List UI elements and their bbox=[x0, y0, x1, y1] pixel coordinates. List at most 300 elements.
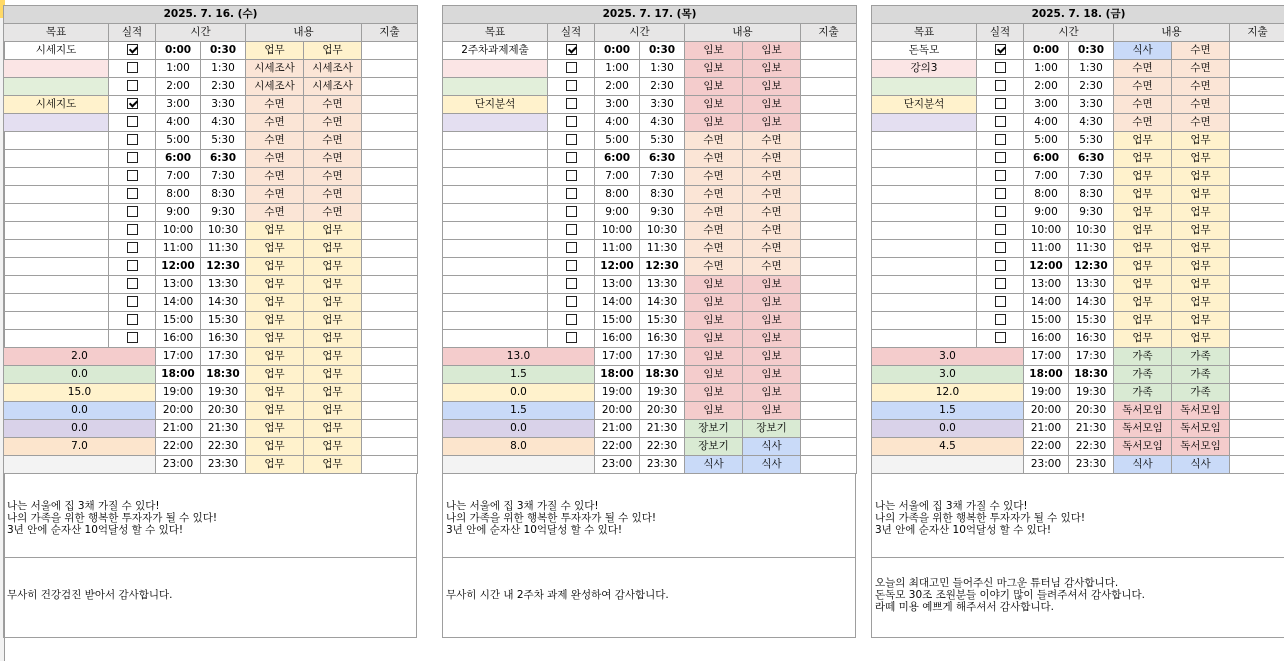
content-cell-a[interactable]: 업무 bbox=[1114, 258, 1172, 276]
time-end[interactable]: 6:30 bbox=[640, 150, 685, 168]
checkbox[interactable] bbox=[995, 152, 1006, 163]
time-end[interactable]: 7:30 bbox=[1069, 168, 1114, 186]
done-cell[interactable] bbox=[548, 78, 595, 96]
checkbox[interactable] bbox=[995, 332, 1006, 343]
expense-cell[interactable] bbox=[1230, 114, 1284, 132]
expense-cell[interactable] bbox=[362, 204, 418, 222]
checkbox[interactable] bbox=[127, 224, 138, 235]
expense-cell[interactable] bbox=[362, 168, 418, 186]
done-cell[interactable] bbox=[977, 258, 1024, 276]
content-cell-a[interactable]: 업무 bbox=[1114, 330, 1172, 348]
goal-cell[interactable] bbox=[4, 276, 109, 294]
content-cell-a[interactable]: 업무 bbox=[1114, 150, 1172, 168]
content-cell-b[interactable]: 업무 bbox=[304, 366, 362, 384]
col-content[interactable]: 내용 bbox=[685, 24, 801, 42]
done-cell[interactable] bbox=[977, 78, 1024, 96]
expense-cell[interactable] bbox=[801, 78, 857, 96]
checkbox[interactable] bbox=[566, 170, 577, 181]
content-cell-a[interactable]: 임보 bbox=[685, 366, 743, 384]
content-cell-b[interactable]: 수면 bbox=[304, 96, 362, 114]
time-end[interactable]: 9:30 bbox=[640, 204, 685, 222]
content-cell-b[interactable]: 업무 bbox=[304, 402, 362, 420]
goal-cell[interactable] bbox=[4, 186, 109, 204]
time-start[interactable]: 10:00 bbox=[156, 222, 201, 240]
time-start[interactable]: 18:00 bbox=[156, 366, 201, 384]
expense-cell[interactable] bbox=[1230, 366, 1284, 384]
time-start[interactable]: 1:00 bbox=[1024, 60, 1069, 78]
goal-cell[interactable] bbox=[872, 240, 977, 258]
stat-cell[interactable]: 0.0 bbox=[4, 420, 156, 438]
time-start[interactable]: 22:00 bbox=[1024, 438, 1069, 456]
content-cell-b[interactable]: 업무 bbox=[1172, 276, 1230, 294]
time-start[interactable]: 7:00 bbox=[1024, 168, 1069, 186]
expense-cell[interactable] bbox=[801, 348, 857, 366]
goal-cell[interactable] bbox=[443, 276, 548, 294]
done-cell[interactable] bbox=[548, 222, 595, 240]
content-cell-a[interactable]: 수면 bbox=[246, 96, 304, 114]
content-cell-b[interactable]: 식사 bbox=[743, 456, 801, 474]
time-start[interactable]: 23:00 bbox=[595, 456, 640, 474]
content-cell-a[interactable]: 업무 bbox=[1114, 276, 1172, 294]
goal-cell[interactable] bbox=[4, 222, 109, 240]
checkbox[interactable] bbox=[566, 98, 577, 109]
checkbox[interactable] bbox=[127, 80, 138, 91]
content-cell-b[interactable]: 시세조사 bbox=[304, 60, 362, 78]
content-cell-b[interactable]: 임보 bbox=[743, 348, 801, 366]
checkbox[interactable] bbox=[566, 332, 577, 343]
goal-cell[interactable]: 단지분석 bbox=[443, 96, 548, 114]
expense-cell[interactable] bbox=[1230, 222, 1284, 240]
col-time[interactable]: 시간 bbox=[156, 24, 246, 42]
content-cell-a[interactable]: 업무 bbox=[1114, 312, 1172, 330]
checkbox[interactable] bbox=[566, 206, 577, 217]
expense-cell[interactable] bbox=[1230, 294, 1284, 312]
goal-cell[interactable]: 돈독모 bbox=[872, 42, 977, 60]
time-end[interactable]: 11:30 bbox=[640, 240, 685, 258]
time-start[interactable]: 18:00 bbox=[595, 366, 640, 384]
checkbox[interactable] bbox=[566, 80, 577, 91]
expense-cell[interactable] bbox=[801, 132, 857, 150]
goal-cell[interactable] bbox=[443, 312, 548, 330]
expense-cell[interactable] bbox=[362, 42, 418, 60]
expense-cell[interactable] bbox=[801, 186, 857, 204]
time-end[interactable]: 8:30 bbox=[201, 186, 246, 204]
affirmation-note[interactable] bbox=[871, 474, 1284, 558]
checkbox[interactable] bbox=[566, 278, 577, 289]
time-end[interactable]: 10:30 bbox=[201, 222, 246, 240]
time-start[interactable]: 22:00 bbox=[595, 438, 640, 456]
time-end[interactable]: 17:30 bbox=[201, 348, 246, 366]
content-cell-a[interactable]: 업무 bbox=[246, 366, 304, 384]
content-cell-a[interactable]: 수면 bbox=[685, 150, 743, 168]
time-end[interactable]: 2:30 bbox=[640, 78, 685, 96]
time-start[interactable]: 14:00 bbox=[595, 294, 640, 312]
col-goal[interactable]: 목표 bbox=[4, 24, 109, 42]
goal-cell[interactable] bbox=[443, 294, 548, 312]
content-cell-a[interactable]: 독서모임 bbox=[1114, 438, 1172, 456]
time-start[interactable]: 16:00 bbox=[595, 330, 640, 348]
content-cell-a[interactable]: 임보 bbox=[685, 42, 743, 60]
content-cell-a[interactable]: 수면 bbox=[1114, 96, 1172, 114]
col-expense[interactable]: 지출 bbox=[362, 24, 418, 42]
content-cell-a[interactable]: 업무 bbox=[1114, 240, 1172, 258]
time-start[interactable]: 21:00 bbox=[595, 420, 640, 438]
time-end[interactable]: 18:30 bbox=[640, 366, 685, 384]
content-cell-b[interactable]: 업무 bbox=[1172, 186, 1230, 204]
time-start[interactable]: 23:00 bbox=[156, 456, 201, 474]
time-start[interactable]: 16:00 bbox=[156, 330, 201, 348]
content-cell-b[interactable]: 업무 bbox=[304, 294, 362, 312]
expense-cell[interactable] bbox=[1230, 348, 1284, 366]
checkbox[interactable] bbox=[127, 206, 138, 217]
expense-cell[interactable] bbox=[362, 366, 418, 384]
content-cell-a[interactable]: 수면 bbox=[685, 204, 743, 222]
time-end[interactable]: 14:30 bbox=[1069, 294, 1114, 312]
content-cell-b[interactable]: 업무 bbox=[304, 456, 362, 474]
expense-cell[interactable] bbox=[362, 222, 418, 240]
expense-cell[interactable] bbox=[362, 276, 418, 294]
time-start[interactable]: 19:00 bbox=[156, 384, 201, 402]
content-cell-a[interactable]: 업무 bbox=[246, 348, 304, 366]
content-cell-a[interactable]: 임보 bbox=[685, 402, 743, 420]
done-cell[interactable] bbox=[977, 186, 1024, 204]
goal-cell[interactable] bbox=[872, 258, 977, 276]
time-end[interactable]: 21:30 bbox=[640, 420, 685, 438]
date-header[interactable]: 2025. 7. 16. (수) bbox=[4, 6, 418, 24]
expense-cell[interactable] bbox=[1230, 186, 1284, 204]
time-end[interactable]: 15:30 bbox=[640, 312, 685, 330]
content-cell-b[interactable]: 임보 bbox=[743, 294, 801, 312]
time-start[interactable]: 6:00 bbox=[156, 150, 201, 168]
content-cell-b[interactable]: 임보 bbox=[743, 312, 801, 330]
time-end[interactable]: 22:30 bbox=[201, 438, 246, 456]
content-cell-b[interactable]: 가족 bbox=[1172, 384, 1230, 402]
content-cell-a[interactable]: 장보기 bbox=[685, 420, 743, 438]
time-start[interactable]: 17:00 bbox=[595, 348, 640, 366]
checkbox[interactable] bbox=[127, 62, 138, 73]
expense-cell[interactable] bbox=[801, 114, 857, 132]
goal-cell[interactable] bbox=[872, 330, 977, 348]
content-cell-a[interactable]: 업무 bbox=[246, 294, 304, 312]
checkbox-checked[interactable] bbox=[127, 44, 138, 55]
content-cell-b[interactable]: 업무 bbox=[304, 330, 362, 348]
time-end[interactable]: 0:30 bbox=[1069, 42, 1114, 60]
checkbox[interactable] bbox=[127, 134, 138, 145]
time-end[interactable]: 20:30 bbox=[201, 402, 246, 420]
goal-cell[interactable] bbox=[4, 294, 109, 312]
time-start[interactable]: 5:00 bbox=[1024, 132, 1069, 150]
time-end[interactable]: 1:30 bbox=[640, 60, 685, 78]
content-cell-a[interactable]: 수면 bbox=[685, 258, 743, 276]
checkbox[interactable] bbox=[566, 152, 577, 163]
time-start[interactable]: 12:00 bbox=[595, 258, 640, 276]
done-cell[interactable] bbox=[548, 60, 595, 78]
col-time[interactable]: 시간 bbox=[595, 24, 685, 42]
time-end[interactable]: 17:30 bbox=[1069, 348, 1114, 366]
expense-cell[interactable] bbox=[362, 258, 418, 276]
time-start[interactable]: 7:00 bbox=[156, 168, 201, 186]
content-cell-a[interactable]: 수면 bbox=[246, 150, 304, 168]
stat-cell[interactable]: 1.5 bbox=[443, 366, 595, 384]
content-cell-b[interactable]: 업무 bbox=[304, 222, 362, 240]
content-cell-a[interactable]: 임보 bbox=[685, 330, 743, 348]
checkbox[interactable] bbox=[566, 242, 577, 253]
time-start[interactable]: 13:00 bbox=[1024, 276, 1069, 294]
time-end[interactable]: 0:30 bbox=[201, 42, 246, 60]
time-end[interactable]: 10:30 bbox=[640, 222, 685, 240]
done-cell[interactable] bbox=[109, 276, 156, 294]
content-cell-b[interactable]: 수면 bbox=[304, 114, 362, 132]
gratitude-note[interactable] bbox=[3, 558, 417, 638]
checkbox[interactable] bbox=[995, 116, 1006, 127]
time-end[interactable]: 3:30 bbox=[201, 96, 246, 114]
checkbox[interactable] bbox=[995, 80, 1006, 91]
goal-cell[interactable] bbox=[443, 240, 548, 258]
expense-cell[interactable] bbox=[801, 294, 857, 312]
content-cell-a[interactable]: 수면 bbox=[1114, 78, 1172, 96]
content-cell-b[interactable]: 임보 bbox=[743, 78, 801, 96]
checkbox[interactable] bbox=[995, 314, 1006, 325]
expense-cell[interactable] bbox=[362, 330, 418, 348]
content-cell-b[interactable]: 업무 bbox=[304, 276, 362, 294]
time-start[interactable]: 4:00 bbox=[156, 114, 201, 132]
content-cell-a[interactable]: 식사 bbox=[1114, 456, 1172, 474]
expense-cell[interactable] bbox=[801, 168, 857, 186]
time-end[interactable]: 15:30 bbox=[1069, 312, 1114, 330]
done-cell[interactable] bbox=[109, 240, 156, 258]
time-end[interactable]: 1:30 bbox=[201, 60, 246, 78]
time-end[interactable]: 11:30 bbox=[201, 240, 246, 258]
expense-cell[interactable] bbox=[362, 78, 418, 96]
time-start[interactable]: 13:00 bbox=[595, 276, 640, 294]
done-cell[interactable] bbox=[977, 330, 1024, 348]
done-cell[interactable] bbox=[109, 150, 156, 168]
goal-cell[interactable] bbox=[4, 132, 109, 150]
done-cell[interactable] bbox=[548, 276, 595, 294]
date-header[interactable]: 2025. 7. 18. (금) bbox=[872, 6, 1284, 24]
content-cell-a[interactable]: 수면 bbox=[1114, 60, 1172, 78]
done-cell[interactable] bbox=[109, 258, 156, 276]
done-cell[interactable] bbox=[548, 294, 595, 312]
content-cell-b[interactable]: 업무 bbox=[1172, 168, 1230, 186]
content-cell-a[interactable]: 식사 bbox=[1114, 42, 1172, 60]
expense-cell[interactable] bbox=[362, 150, 418, 168]
done-cell[interactable] bbox=[548, 330, 595, 348]
time-start[interactable]: 14:00 bbox=[156, 294, 201, 312]
time-start[interactable]: 14:00 bbox=[1024, 294, 1069, 312]
expense-cell[interactable] bbox=[1230, 312, 1284, 330]
time-start[interactable]: 0:00 bbox=[595, 42, 640, 60]
goal-cell[interactable] bbox=[4, 330, 109, 348]
done-cell[interactable] bbox=[977, 60, 1024, 78]
content-cell-b[interactable]: 업무 bbox=[1172, 150, 1230, 168]
checkbox[interactable] bbox=[566, 134, 577, 145]
time-end[interactable]: 5:30 bbox=[1069, 132, 1114, 150]
time-start[interactable]: 12:00 bbox=[156, 258, 201, 276]
time-end[interactable]: 18:30 bbox=[201, 366, 246, 384]
done-cell[interactable] bbox=[977, 312, 1024, 330]
expense-cell[interactable] bbox=[1230, 258, 1284, 276]
content-cell-b[interactable]: 업무 bbox=[1172, 222, 1230, 240]
expense-cell[interactable] bbox=[801, 204, 857, 222]
done-cell[interactable] bbox=[109, 186, 156, 204]
expense-cell[interactable] bbox=[1230, 42, 1284, 60]
time-start[interactable]: 13:00 bbox=[156, 276, 201, 294]
col-done[interactable]: 실적 bbox=[548, 24, 595, 42]
content-cell-b[interactable]: 수면 bbox=[1172, 78, 1230, 96]
expense-cell[interactable] bbox=[1230, 438, 1284, 456]
content-cell-a[interactable]: 업무 bbox=[1114, 186, 1172, 204]
done-cell[interactable] bbox=[977, 168, 1024, 186]
time-end[interactable]: 23:30 bbox=[1069, 456, 1114, 474]
time-end[interactable]: 7:30 bbox=[201, 168, 246, 186]
checkbox-checked[interactable] bbox=[566, 44, 577, 55]
time-end[interactable]: 6:30 bbox=[201, 150, 246, 168]
time-end[interactable]: 2:30 bbox=[201, 78, 246, 96]
done-cell[interactable] bbox=[548, 168, 595, 186]
content-cell-b[interactable]: 임보 bbox=[743, 276, 801, 294]
expense-cell[interactable] bbox=[362, 186, 418, 204]
expense-cell[interactable] bbox=[362, 348, 418, 366]
done-cell[interactable] bbox=[548, 132, 595, 150]
time-start[interactable]: 21:00 bbox=[1024, 420, 1069, 438]
time-start[interactable]: 15:00 bbox=[1024, 312, 1069, 330]
goal-cell[interactable]: 시세지도 bbox=[4, 96, 109, 114]
content-cell-b[interactable]: 독서모임 bbox=[1172, 420, 1230, 438]
content-cell-a[interactable]: 임보 bbox=[685, 294, 743, 312]
done-cell[interactable] bbox=[548, 42, 595, 60]
time-end[interactable]: 12:30 bbox=[640, 258, 685, 276]
done-cell[interactable] bbox=[977, 96, 1024, 114]
time-start[interactable]: 11:00 bbox=[1024, 240, 1069, 258]
done-cell[interactable] bbox=[977, 240, 1024, 258]
done-cell[interactable] bbox=[548, 114, 595, 132]
expense-cell[interactable] bbox=[1230, 78, 1284, 96]
expense-cell[interactable] bbox=[362, 132, 418, 150]
content-cell-b[interactable]: 수면 bbox=[743, 258, 801, 276]
content-cell-b[interactable]: 업무 bbox=[304, 438, 362, 456]
done-cell[interactable] bbox=[109, 312, 156, 330]
expense-cell[interactable] bbox=[362, 240, 418, 258]
time-end[interactable]: 14:30 bbox=[640, 294, 685, 312]
time-start[interactable]: 9:00 bbox=[156, 204, 201, 222]
time-end[interactable]: 19:30 bbox=[1069, 384, 1114, 402]
done-cell[interactable] bbox=[977, 114, 1024, 132]
time-start[interactable]: 17:00 bbox=[1024, 348, 1069, 366]
time-start[interactable]: 10:00 bbox=[595, 222, 640, 240]
goal-cell[interactable] bbox=[443, 78, 548, 96]
content-cell-b[interactable]: 업무 bbox=[1172, 330, 1230, 348]
time-start[interactable]: 23:00 bbox=[1024, 456, 1069, 474]
time-start[interactable]: 7:00 bbox=[595, 168, 640, 186]
goal-cell[interactable] bbox=[872, 204, 977, 222]
expense-cell[interactable] bbox=[801, 60, 857, 78]
affirmation-note[interactable] bbox=[3, 474, 417, 558]
gratitude-note[interactable] bbox=[442, 558, 856, 638]
time-end[interactable]: 23:30 bbox=[201, 456, 246, 474]
content-cell-a[interactable]: 업무 bbox=[246, 384, 304, 402]
time-start[interactable]: 20:00 bbox=[595, 402, 640, 420]
content-cell-a[interactable]: 업무 bbox=[246, 438, 304, 456]
content-cell-b[interactable]: 업무 bbox=[1172, 204, 1230, 222]
content-cell-b[interactable]: 업무 bbox=[304, 312, 362, 330]
content-cell-b[interactable]: 수면 bbox=[743, 168, 801, 186]
content-cell-b[interactable]: 업무 bbox=[304, 348, 362, 366]
time-end[interactable]: 20:30 bbox=[640, 402, 685, 420]
col-done[interactable]: 실적 bbox=[109, 24, 156, 42]
checkbox[interactable] bbox=[127, 278, 138, 289]
content-cell-a[interactable]: 업무 bbox=[246, 312, 304, 330]
content-cell-a[interactable]: 임보 bbox=[685, 96, 743, 114]
time-end[interactable]: 22:30 bbox=[640, 438, 685, 456]
time-start[interactable]: 20:00 bbox=[156, 402, 201, 420]
content-cell-b[interactable]: 임보 bbox=[743, 384, 801, 402]
time-start[interactable]: 12:00 bbox=[1024, 258, 1069, 276]
content-cell-b[interactable]: 업무 bbox=[304, 384, 362, 402]
time-end[interactable]: 8:30 bbox=[1069, 186, 1114, 204]
content-cell-b[interactable]: 수면 bbox=[743, 222, 801, 240]
time-end[interactable]: 22:30 bbox=[1069, 438, 1114, 456]
col-done[interactable]: 실적 bbox=[977, 24, 1024, 42]
content-cell-a[interactable]: 시세조사 bbox=[246, 78, 304, 96]
goal-cell[interactable] bbox=[443, 168, 548, 186]
stat-cell[interactable]: 3.0 bbox=[872, 366, 1024, 384]
content-cell-a[interactable]: 가족 bbox=[1114, 348, 1172, 366]
done-cell[interactable] bbox=[977, 222, 1024, 240]
time-end[interactable]: 21:30 bbox=[201, 420, 246, 438]
time-start[interactable]: 19:00 bbox=[595, 384, 640, 402]
affirmation-note[interactable] bbox=[442, 474, 856, 558]
content-cell-a[interactable]: 임보 bbox=[685, 348, 743, 366]
checkbox[interactable] bbox=[995, 296, 1006, 307]
expense-cell[interactable] bbox=[1230, 150, 1284, 168]
time-start[interactable]: 10:00 bbox=[1024, 222, 1069, 240]
content-cell-b[interactable]: 수면 bbox=[304, 168, 362, 186]
time-end[interactable]: 20:30 bbox=[1069, 402, 1114, 420]
expense-cell[interactable] bbox=[1230, 402, 1284, 420]
goal-cell[interactable]: 단지분석 bbox=[872, 96, 977, 114]
checkbox[interactable] bbox=[127, 314, 138, 325]
gratitude-note[interactable] bbox=[871, 558, 1284, 638]
done-cell[interactable] bbox=[109, 294, 156, 312]
content-cell-b[interactable]: 수면 bbox=[743, 186, 801, 204]
time-start[interactable]: 4:00 bbox=[1024, 114, 1069, 132]
stat-cell[interactable] bbox=[443, 456, 595, 474]
content-cell-a[interactable]: 임보 bbox=[685, 276, 743, 294]
goal-cell[interactable] bbox=[872, 276, 977, 294]
expense-cell[interactable] bbox=[362, 312, 418, 330]
checkbox[interactable] bbox=[566, 116, 577, 127]
content-cell-b[interactable]: 임보 bbox=[743, 366, 801, 384]
col-goal[interactable]: 목표 bbox=[443, 24, 548, 42]
goal-cell[interactable] bbox=[443, 258, 548, 276]
expense-cell[interactable] bbox=[801, 276, 857, 294]
content-cell-b[interactable]: 수면 bbox=[304, 150, 362, 168]
content-cell-b[interactable]: 식사 bbox=[743, 438, 801, 456]
stat-cell[interactable]: 7.0 bbox=[4, 438, 156, 456]
expense-cell[interactable] bbox=[801, 384, 857, 402]
done-cell[interactable] bbox=[548, 204, 595, 222]
col-content[interactable]: 내용 bbox=[246, 24, 362, 42]
content-cell-a[interactable]: 수면 bbox=[685, 132, 743, 150]
done-cell[interactable] bbox=[109, 114, 156, 132]
content-cell-b[interactable]: 수면 bbox=[1172, 96, 1230, 114]
done-cell[interactable] bbox=[548, 150, 595, 168]
done-cell[interactable] bbox=[548, 312, 595, 330]
content-cell-b[interactable]: 수면 bbox=[304, 204, 362, 222]
checkbox[interactable] bbox=[995, 188, 1006, 199]
expense-cell[interactable] bbox=[362, 96, 418, 114]
